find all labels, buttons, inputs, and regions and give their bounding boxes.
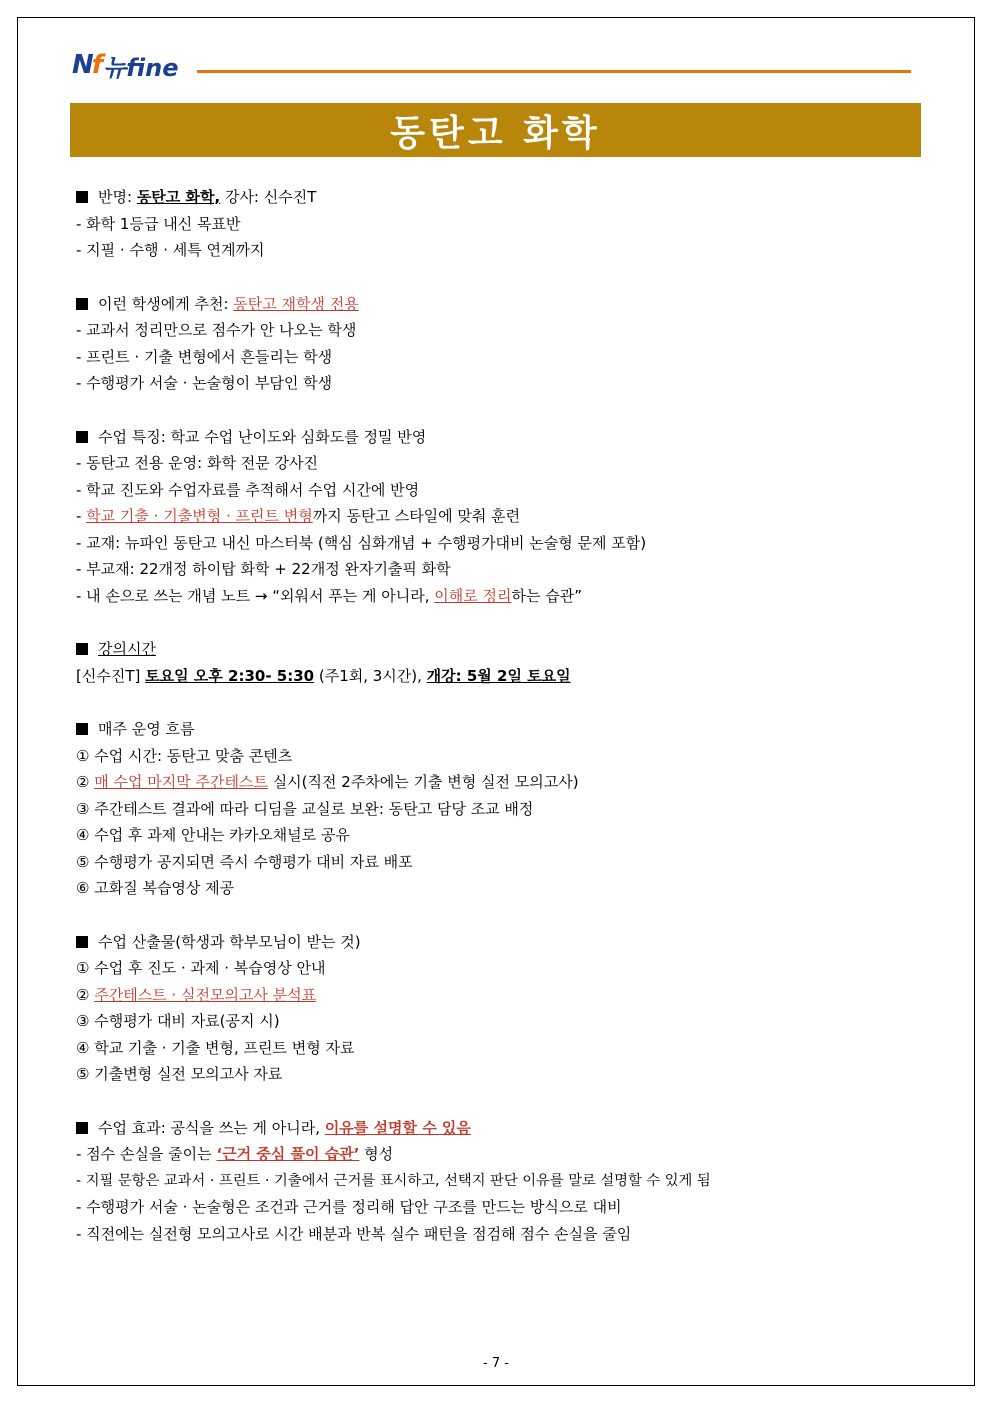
list-item: - 점수 손실을 줄이는 ‘근거 중심 풀이 습관’ 형성 xyxy=(76,1145,394,1163)
list-item: ⑥ 고화질 복습영상 제공 xyxy=(76,879,235,897)
title-banner xyxy=(70,103,921,157)
schedule-line: [신수진T] 토요일 오후 2:30- 5:30 (주1회, 3시간), 개강: 5월 2일 토요일 xyxy=(76,666,571,685)
list-item: ① 수업 후 진도 · 과제 · 복습영상 안내 xyxy=(76,959,326,977)
section-heading-effects: 수업 효과: 공식을 쓰는 게 아니라, 이유를 설명할 수 있음 xyxy=(76,1115,926,1142)
list-item: ① 수업 시간: 동탄고 맞춤 콘텐츠 xyxy=(76,746,293,765)
square-bullet-icon xyxy=(76,723,88,735)
list-item: ② 주간테스트 · 실전모의고사 분석표 xyxy=(76,985,317,1004)
square-bullet-icon xyxy=(76,1122,88,1134)
list-item: - 지필 문항은 교과서 · 프린트 · 기출에서 근거를 표시하고, 선택지 판단 이유를 말로 설명할 수 있게 됨 xyxy=(76,1172,711,1189)
list-item: - 직전에는 실전형 모의고사로 시간 배분과 반복 실수 패턴을 점검해 점수 손실을 줄임 xyxy=(76,1224,632,1243)
section-heading-class: 반명: 동탄고 화학, 강사: 신수진T xyxy=(76,184,926,211)
list-item: - 지필 · 수행 · 세특 연계까지 xyxy=(76,241,265,259)
section-heading-deliverables: 수업 산출물(학생과 학부모님이 받는 것) xyxy=(76,929,926,956)
list-item: - 프린트 · 기출 변형에서 흔들리는 학생 xyxy=(76,347,333,366)
brand-logo xyxy=(72,48,179,82)
square-bullet-icon xyxy=(76,936,88,948)
section-heading-recommend: 이런 학생에게 추천: 동탄고 재학생 전용 xyxy=(76,291,926,318)
header-rule xyxy=(197,70,911,73)
page-title: 동탄고 화학 xyxy=(390,112,601,154)
list-item: - 교과서 정리만으로 점수가 안 나오는 학생 xyxy=(76,321,357,339)
square-bullet-icon xyxy=(76,298,88,310)
section-heading-features: 수업 특징: 학교 수업 난이도와 심화도를 정밀 반영 xyxy=(76,424,926,451)
logo-text: 뉴fine xyxy=(103,53,179,82)
list-item: - 수행평가 서술 · 논술형은 조건과 근거를 정리해 답안 구조를 만드는 방식으로 대비 xyxy=(76,1198,622,1216)
list-item: ③ 주간테스트 결과에 따라 디딤을 교실로 보완: 동탄고 담당 조교 배정 xyxy=(76,799,534,818)
section-heading-schedule: 강의시간 xyxy=(76,636,926,663)
list-item: ② 매 수업 마지막 주간테스트 실시(직전 2주차에는 기출 변형 실전 모의고사) xyxy=(76,773,579,791)
list-item: - 부교재: 22개정 하이탑 화학 + 22개정 완자기출픽 화학 xyxy=(76,560,451,578)
list-item: - 학교 진도와 수업자료를 추적해서 수업 시간에 반영 xyxy=(76,480,420,499)
section-heading-weekly-flow: 매주 운영 흐름 xyxy=(76,716,926,743)
square-bullet-icon xyxy=(76,643,88,655)
list-item: ⑤ 수행평가 공지되면 즉시 수행평가 대비 자료 배포 xyxy=(76,852,413,871)
logo-mark: Nf xyxy=(72,50,102,80)
list-item: ③ 수행평가 대비 자료(공지 시) xyxy=(76,1012,280,1030)
list-item: ④ 수업 후 과제 안내는 카카오채널로 공유 xyxy=(76,826,350,844)
document-body xyxy=(76,184,926,1247)
square-bullet-icon xyxy=(76,431,88,443)
list-item: - 동탄고 전용 운영: 화학 전문 강사진 xyxy=(76,454,318,472)
list-item: - 교재: 뉴파인 동탄고 내신 마스터북 (핵심 심화개념 + 수행평가대비 논술형 문제 포함) xyxy=(76,533,647,552)
list-item: ④ 학교 기출 · 기출 변형, 프린트 변형 자료 xyxy=(76,1038,355,1057)
list-item: - 화학 1등급 내신 목표반 xyxy=(76,214,241,233)
square-bullet-icon xyxy=(76,191,88,203)
list-item: - 수행평가 서술 · 논술형이 부담인 학생 xyxy=(76,374,333,392)
page-number: - 7 - xyxy=(483,1356,509,1371)
list-item: - 내 손으로 쓰는 개념 노트 → “외워서 푸는 게 아니라, 이해로 정리하는 습관” xyxy=(76,586,582,605)
list-item: ⑤ 기출변형 실전 모의고사 자료 xyxy=(76,1065,283,1083)
list-item: - 학교 기출 · 기출변형 · 프린트 변형까지 동탄고 스타일에 맞춰 훈련 xyxy=(76,507,521,525)
